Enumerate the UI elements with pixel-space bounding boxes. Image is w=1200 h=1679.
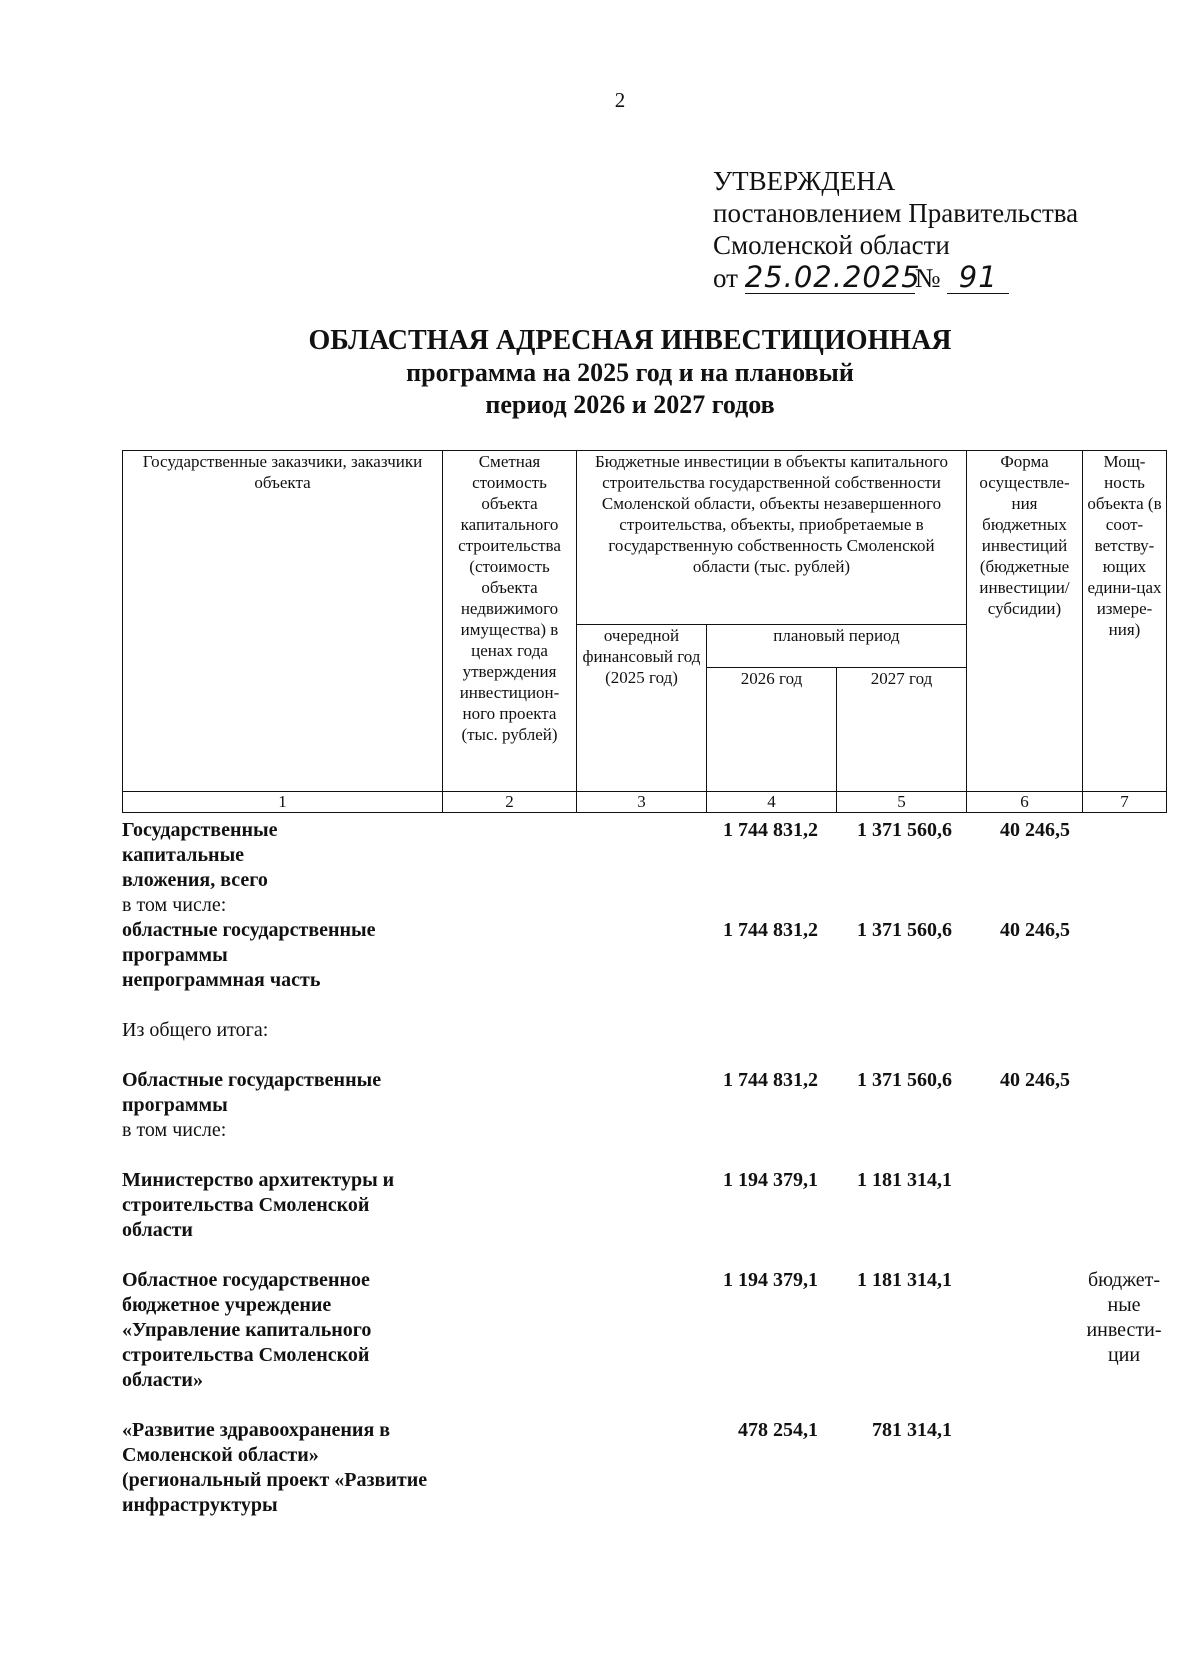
approval-region: Смоленской области [713,230,950,260]
header-2025: очередной финансовый год (2025 год) [577,625,707,792]
table-row [122,968,1136,993]
value-2027: 40 246,5 [1000,819,1070,841]
row-name: Государственные капитальные вложения, всего [122,819,278,891]
investment-form: бюджет-ные инвести-ции [1086,1269,1162,1366]
table-row [122,1068,1136,1118]
value-2025: 1 744 831,2 [723,919,818,941]
row-name: Областные государственные программы [122,1069,382,1116]
page-number: 2 [614,88,626,112]
row-name: «Развитие здравоохранения в Смоленской области» (региональный проект «Развитие инфраструктуры [122,1419,428,1516]
table-row [122,1018,1136,1043]
approval-date: 25.02.2025 [744,260,921,294]
header-estimated-cost: Сметная стоимость объекта капитального строительства (стоимость объекта недвижимого имущества) в ценах года утверждения инвестицион-ного проекта (тыс. рублей) [443,451,577,792]
row-name: непрограммная часть [122,969,321,991]
document-title [0,325,1200,421]
table-row [122,918,1136,968]
column-number: 2 [443,792,577,813]
value-2025: 1 744 831,2 [723,819,818,841]
header-budget-investments: Бюджетные инвестиции в объекты капитального строительства государственной собственности Смоленской области, объекты незавершенного строительства, объекты, приобретаемые в государственную собственность Смоленской области (тыс. рублей) [577,451,967,625]
header-2026: 2026 год [707,668,837,792]
from-label: от [713,263,738,293]
table-row [122,1268,1162,1393]
column-number: 6 [967,792,1083,813]
column-number: 5 [837,792,967,813]
table-body [122,818,1162,1518]
value-2026: 1 371 560,6 [857,819,952,841]
table-header [122,450,1167,813]
column-number: 7 [1083,792,1167,813]
title-line-3: период 2026 и 2027 годов [485,390,775,419]
approval-number: 91 [947,261,1009,294]
row-name: Министерство архитектуры и строительства Смоленской области [122,1169,395,1241]
value-2026: 781 314,1 [872,1419,952,1441]
value-2027: 40 246,5 [1000,919,1070,941]
approval-stamp [713,165,1078,294]
row-name: Областное государственное бюджетное учреждение «Управление капитального строительства Смоленской области» [122,1269,372,1391]
value-2026: 1 371 560,6 [857,1069,952,1091]
table-row [122,1118,1136,1143]
value-2025: 1 194 379,1 [723,1269,818,1291]
value-2025: 1 194 379,1 [723,1169,818,1191]
column-number: 4 [707,792,837,813]
header-2027: 2027 год [837,668,967,792]
row-name: областные государственные программы [122,919,376,966]
table-row [122,893,1136,918]
table-row [122,1168,1136,1243]
row-name: Из общего итога: [122,1019,269,1041]
value-2026: 1 371 560,6 [857,919,952,941]
value-2025: 1 744 831,2 [723,1069,818,1091]
row-name: в том числе: [122,894,227,916]
value-2026: 1 181 314,1 [857,1269,952,1291]
row-name: в том числе: [122,1119,227,1141]
column-number: 1 [123,792,443,813]
header-capacity: Мощ-ность объекта (в соот-ветству-ющих едини-цах измере-ния) [1083,451,1167,792]
title-line-2: программа на 2025 год и на плановый [406,358,854,387]
header-planned-period: плановый период [707,625,967,668]
column-number: 3 [577,792,707,813]
number-label: № [914,263,941,293]
table-row [122,1418,1136,1518]
header-customers: Государственные заказчики, заказчики объекта [123,451,443,792]
value-2026: 1 181 314,1 [857,1169,952,1191]
approval-title: УТВЕРЖДЕНА [713,166,896,196]
approval-date-line [713,261,1078,294]
approval-decree: постановлением Правительства [713,198,1079,228]
value-2025: 478 254,1 [738,1419,818,1441]
header-investment-form: Форма осуществле-ния бюджетных инвестиций (бюджетные инвестиции/ субсидии) [967,451,1083,792]
table-row [122,818,1136,893]
title-line-1: ОБЛАСТНАЯ АДРЕСНАЯ ИНВЕСТИЦИОННАЯ [308,325,952,356]
value-2027: 40 246,5 [1000,1069,1070,1091]
